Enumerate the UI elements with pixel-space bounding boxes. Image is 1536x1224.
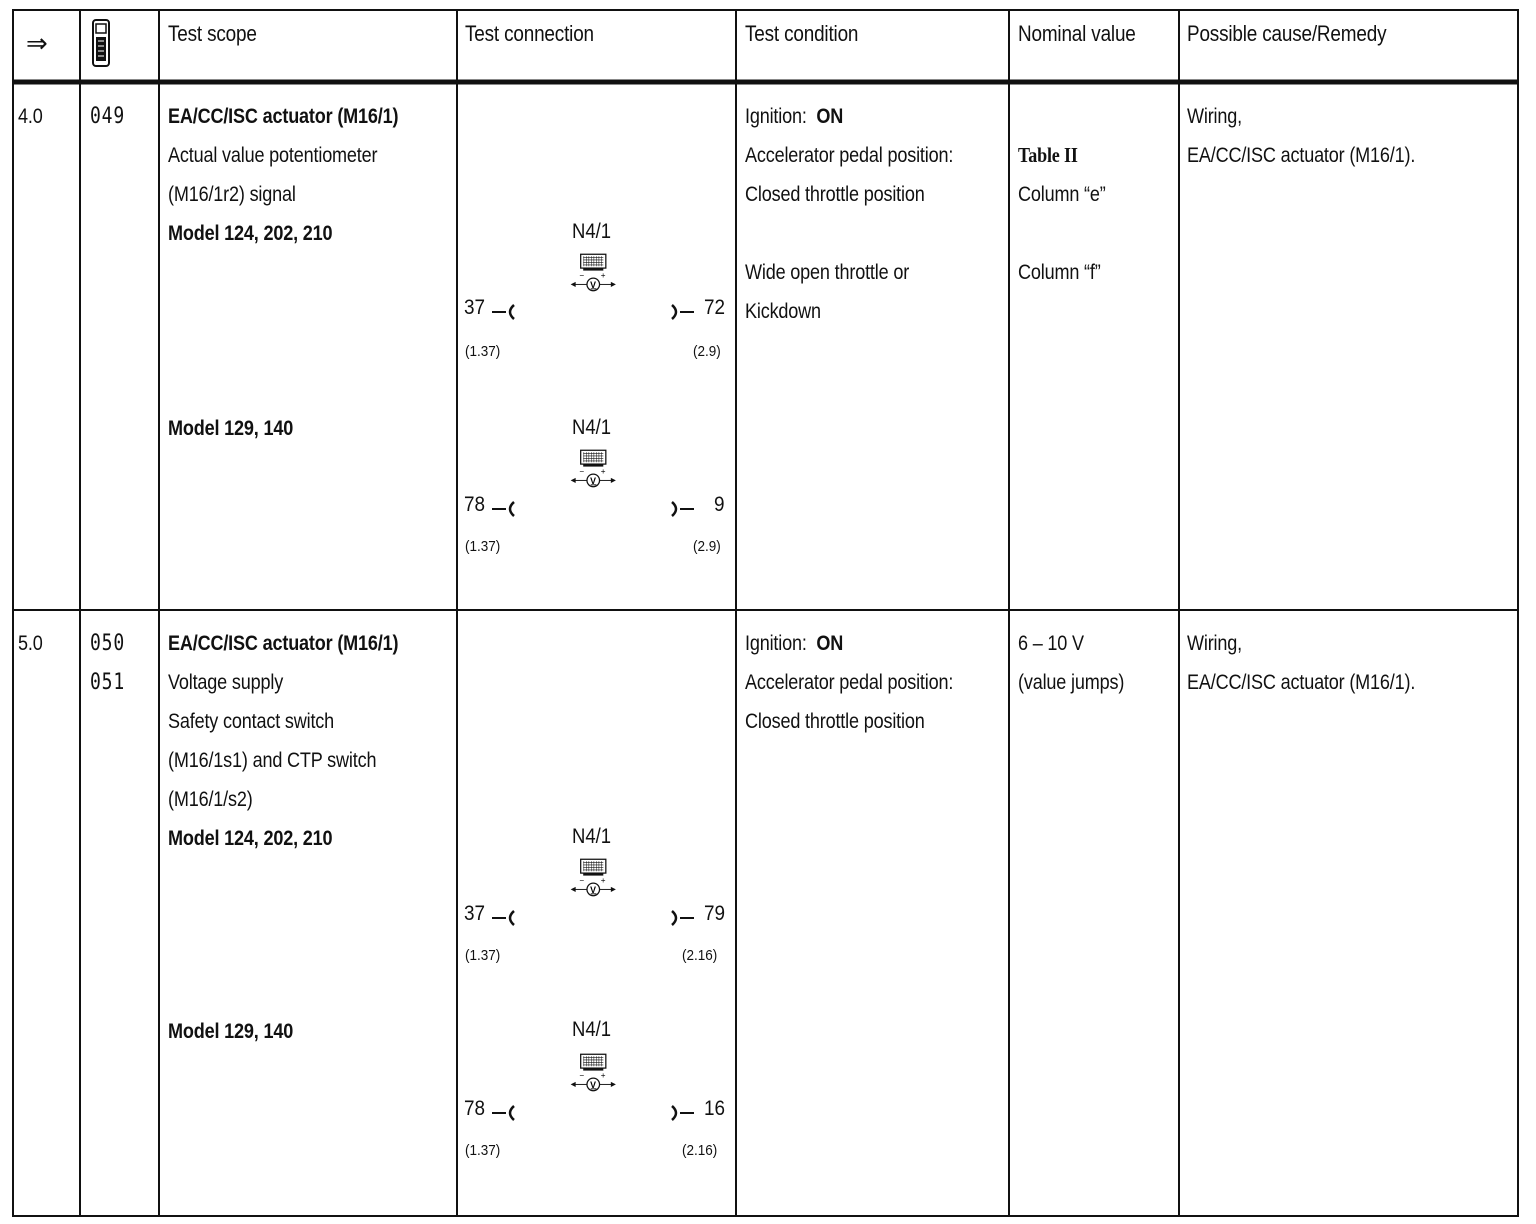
header-possible-cause: Possible cause/Remedy (1187, 21, 1387, 46)
svg-text:+: + (600, 271, 606, 281)
scope-line: (M16/1r2) signal (168, 183, 296, 206)
left-ref: (1.37) (465, 947, 501, 964)
ignition-label (745, 624, 843, 663)
control-unit-label: N4/1 (572, 825, 612, 848)
handheld-tester-icon (88, 18, 114, 70)
voltmeter-symbol (552, 858, 632, 902)
nominal-value: 6 – 10 V (1018, 632, 1084, 655)
nominal-table-ref: Table II (1018, 143, 1078, 167)
left-pin: 78 (464, 493, 486, 516)
svg-text:V: V (590, 280, 596, 291)
svg-text:V: V (590, 1080, 596, 1091)
right-pin: 16 (704, 1097, 726, 1120)
svg-text:V: V (590, 885, 596, 896)
scope-line: (M16/1s1) and CTP switch (168, 749, 377, 772)
header-nominal-value: Nominal value (1018, 21, 1136, 46)
ignition-value: ON (816, 105, 844, 128)
socket-right-icon (666, 1103, 696, 1123)
header-test-condition: Test condition (745, 21, 859, 46)
left-ref: (1.37) (465, 1142, 501, 1159)
fault-code: 049 (90, 104, 126, 129)
step-number: 5.0 (18, 632, 43, 655)
step-number: 4.0 (18, 105, 43, 128)
left-ref: (1.37) (465, 538, 501, 555)
cause-line: Wiring, (1187, 105, 1242, 128)
cause-line: EA/CC/ISC actuator (M16/1). (1187, 671, 1416, 694)
socket-right-icon (666, 302, 696, 322)
socket-right-icon (666, 499, 696, 519)
arrow-right-icon: ⇒ (26, 28, 48, 58)
left-pin: 37 (464, 296, 486, 319)
left-pin: 78 (464, 1097, 486, 1120)
nominal-column: Column “f” (1018, 261, 1101, 284)
right-pin: 72 (704, 296, 726, 319)
right-ref: (2.16) (682, 947, 718, 964)
voltmeter-symbol (552, 449, 632, 493)
scope-line: Voltage supply (168, 671, 284, 694)
scope-title: EA/CC/ISC actuator (M16/1) (168, 632, 399, 655)
scope-line: Actual value potentiometer (168, 144, 378, 167)
header-test-scope: Test scope (168, 21, 257, 46)
svg-text:V: V (590, 476, 596, 487)
svg-text:−: − (579, 271, 585, 281)
pedal-position-label: Accelerator pedal position: (745, 671, 954, 694)
ignition-value: ON (816, 632, 844, 655)
scope-model: Model 124, 202, 210 (168, 827, 333, 850)
svg-text:+: + (600, 876, 606, 886)
condition-state: Kickdown (745, 300, 821, 323)
pedal-position-label: Accelerator pedal position: (745, 144, 954, 167)
right-pin: 79 (704, 902, 726, 925)
right-pin: 9 (714, 493, 725, 516)
fault-code: 050 (90, 631, 126, 656)
header-test-connection: Test connection (465, 21, 594, 46)
voltmeter-symbol (552, 1053, 632, 1097)
nominal-note: (value jumps) (1018, 671, 1125, 694)
left-pin: 37 (464, 902, 486, 925)
nominal-column: Column “e” (1018, 183, 1106, 206)
scope-model: Model 124, 202, 210 (168, 222, 333, 245)
svg-text:−: − (579, 876, 585, 886)
scope-model: Model 129, 140 (168, 1020, 294, 1043)
ignition-label-text: Ignition: (745, 632, 807, 655)
svg-text:+: + (600, 1071, 606, 1081)
voltmeter-symbol (552, 253, 632, 297)
scope-line: (M16/1/s2) (168, 788, 253, 811)
right-ref: (2.9) (693, 343, 721, 360)
socket-left-icon (490, 302, 520, 322)
socket-left-icon (490, 499, 520, 519)
left-ref: (1.37) (465, 343, 501, 360)
fault-code: 051 (90, 670, 126, 695)
scope-title: EA/CC/ISC actuator (M16/1) (168, 105, 399, 128)
scope-model: Model 129, 140 (168, 417, 294, 440)
condition-state: Closed throttle position (745, 183, 925, 206)
cause-line: EA/CC/ISC actuator (M16/1). (1187, 144, 1416, 167)
ignition-label-text: Ignition: (745, 105, 807, 128)
control-unit-label: N4/1 (572, 220, 612, 243)
control-unit-label: N4/1 (572, 416, 612, 439)
svg-text:+: + (600, 467, 606, 477)
socket-left-icon (490, 1103, 520, 1123)
right-ref: (2.16) (682, 1142, 718, 1159)
socket-left-icon (490, 908, 520, 928)
socket-right-icon (666, 908, 696, 928)
svg-text:−: − (579, 1071, 585, 1081)
condition-state: Closed throttle position (745, 710, 925, 733)
ignition-label (745, 97, 843, 136)
condition-state: Wide open throttle or (745, 261, 910, 284)
right-ref: (2.9) (693, 538, 721, 555)
control-unit-label: N4/1 (572, 1018, 612, 1041)
svg-text:−: − (579, 467, 585, 477)
scope-line: Safety contact switch (168, 710, 335, 733)
cause-line: Wiring, (1187, 632, 1242, 655)
